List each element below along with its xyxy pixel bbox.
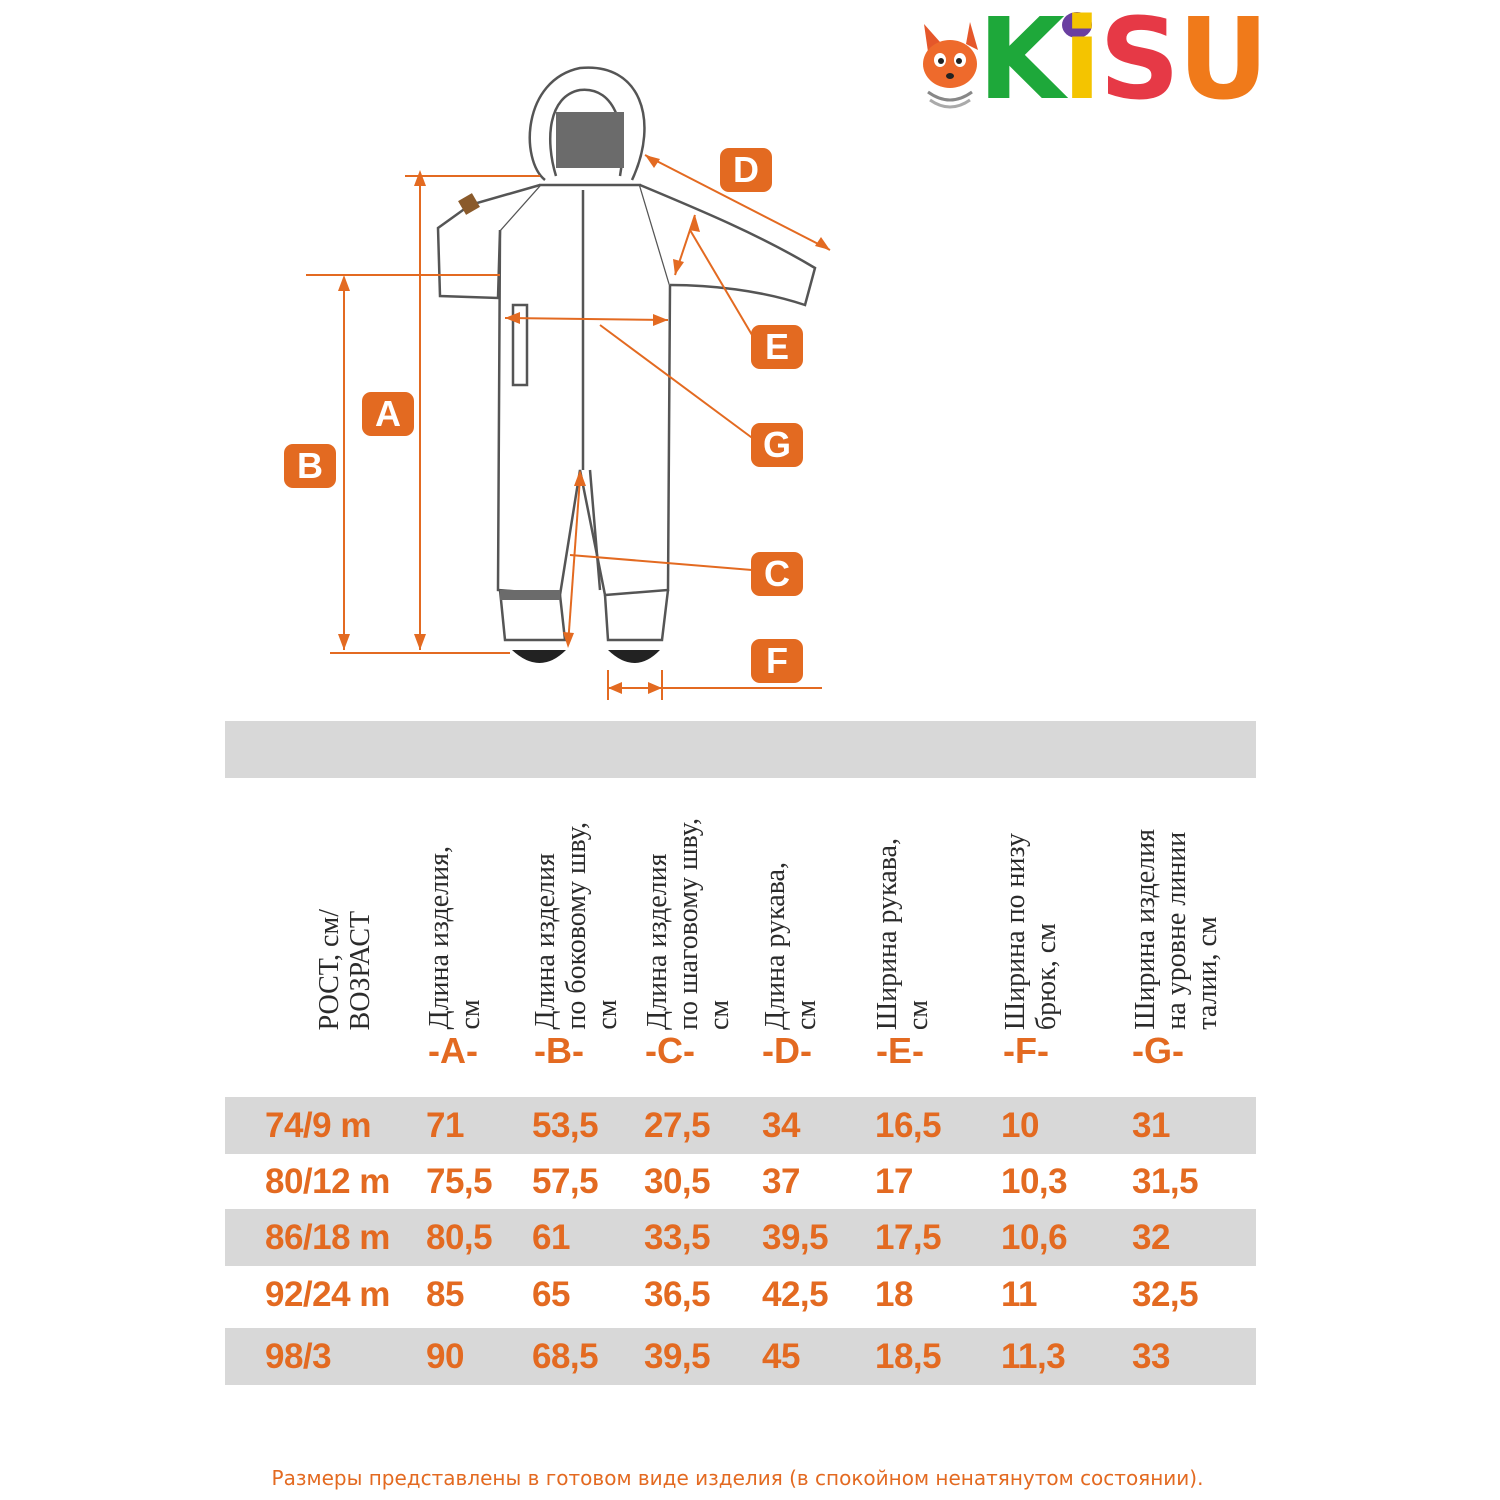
- cell-b: 61: [532, 1218, 570, 1257]
- marker-f: F: [751, 639, 803, 683]
- cell-c: 30,5: [644, 1162, 711, 1201]
- marker-c: C: [751, 552, 803, 596]
- size-footnote: Размеры представлены в готовом виде изделия (в спокойном ненатянутом состоянии).: [271, 1466, 1204, 1490]
- col-letter-d: -D-: [762, 1030, 812, 1071]
- col-letter-b: -B-: [534, 1030, 584, 1071]
- cell-e: 17: [875, 1162, 913, 1201]
- brand-logo: [920, 0, 1267, 125]
- cell-g: 33: [1132, 1337, 1170, 1376]
- cell-size: 92/24 m: [265, 1275, 390, 1314]
- cell-size: 74/9 m: [265, 1106, 371, 1145]
- logo-letter-i: i: [1062, 0, 1100, 125]
- cell-c: 39,5: [644, 1337, 711, 1376]
- cell-d: 42,5: [762, 1275, 829, 1314]
- cell-c: 27,5: [644, 1106, 711, 1145]
- marker-b: B: [284, 444, 336, 488]
- cell-f: 10,3: [1001, 1162, 1068, 1201]
- col-letter-f: -F-: [1003, 1030, 1049, 1071]
- logo-letter-k: K: [978, 0, 1063, 125]
- col-letter-e: -E-: [876, 1030, 924, 1071]
- cell-a: 71: [426, 1106, 464, 1145]
- header-waist-width: Ширина изделия на уровне линии талии, см: [1130, 829, 1223, 1030]
- table-row: [225, 1097, 1256, 1154]
- logo-letter-u: U: [1177, 0, 1267, 125]
- cell-g: 32: [1132, 1218, 1170, 1257]
- cell-g: 31: [1132, 1106, 1170, 1145]
- header-sleeve-length: Длина рукава, см: [760, 862, 822, 1030]
- col-letter-a: -A-: [428, 1030, 478, 1071]
- cell-c: 33,5: [644, 1218, 711, 1257]
- cell-a: 80,5: [426, 1218, 493, 1257]
- cell-a: 85: [426, 1275, 464, 1314]
- marker-d: D: [720, 148, 772, 192]
- table-row: [225, 1209, 1256, 1266]
- cell-f: 10: [1001, 1106, 1039, 1145]
- measurement-diagram: [0, 0, 900, 710]
- header-side-seam-length: Длина изделия по боковому шву, см: [530, 822, 623, 1030]
- cell-f: 11,3: [1001, 1337, 1066, 1376]
- cell-g: 32,5: [1132, 1275, 1199, 1314]
- cell-a: 90: [426, 1337, 464, 1376]
- header-height-age: РОСТ, см/ ВОЗРАСТ: [314, 908, 376, 1030]
- header-inseam-length: Длина изделия по шаговому шву, см: [642, 818, 735, 1030]
- cell-b: 65: [532, 1275, 570, 1314]
- col-letter-c: -C-: [645, 1030, 695, 1071]
- fox-face-icon: [920, 20, 982, 110]
- table-top-bar: [225, 721, 1256, 778]
- marker-a: A: [362, 392, 414, 436]
- logo-letter-s: S: [1099, 0, 1178, 125]
- cell-e: 18,5: [875, 1337, 942, 1376]
- cell-e: 17,5: [875, 1218, 942, 1257]
- cell-e: 18: [875, 1275, 913, 1314]
- table-row: [225, 1266, 1256, 1323]
- cell-d: 39,5: [762, 1218, 829, 1257]
- cell-b: 57,5: [532, 1162, 599, 1201]
- header-leg-bottom-width: Ширина по низу брюк, см: [1000, 832, 1062, 1030]
- marker-g: G: [751, 423, 803, 467]
- cell-a: 75,5: [426, 1162, 493, 1201]
- cell-b: 68,5: [532, 1337, 599, 1376]
- cell-d: 45: [762, 1337, 800, 1376]
- table-row: [225, 1328, 1256, 1385]
- cell-g: 31,5: [1132, 1162, 1199, 1201]
- col-letter-g: -G-: [1132, 1030, 1184, 1071]
- cell-f: 11: [1001, 1275, 1037, 1314]
- header-sleeve-width: Ширина рукава, см: [872, 837, 934, 1030]
- cell-b: 53,5: [532, 1106, 599, 1145]
- cell-d: 34: [762, 1106, 800, 1145]
- cell-size: 98/3: [265, 1337, 332, 1376]
- cell-size: 80/12 m: [265, 1162, 390, 1201]
- table-row: [225, 1153, 1256, 1210]
- cell-c: 36,5: [644, 1275, 711, 1314]
- header-length: Длина изделия, см: [424, 846, 486, 1030]
- cell-e: 16,5: [875, 1106, 942, 1145]
- cell-d: 37: [762, 1162, 800, 1201]
- cell-f: 10,6: [1001, 1218, 1068, 1257]
- marker-e: E: [751, 325, 803, 369]
- cell-size: 86/18 m: [265, 1218, 390, 1257]
